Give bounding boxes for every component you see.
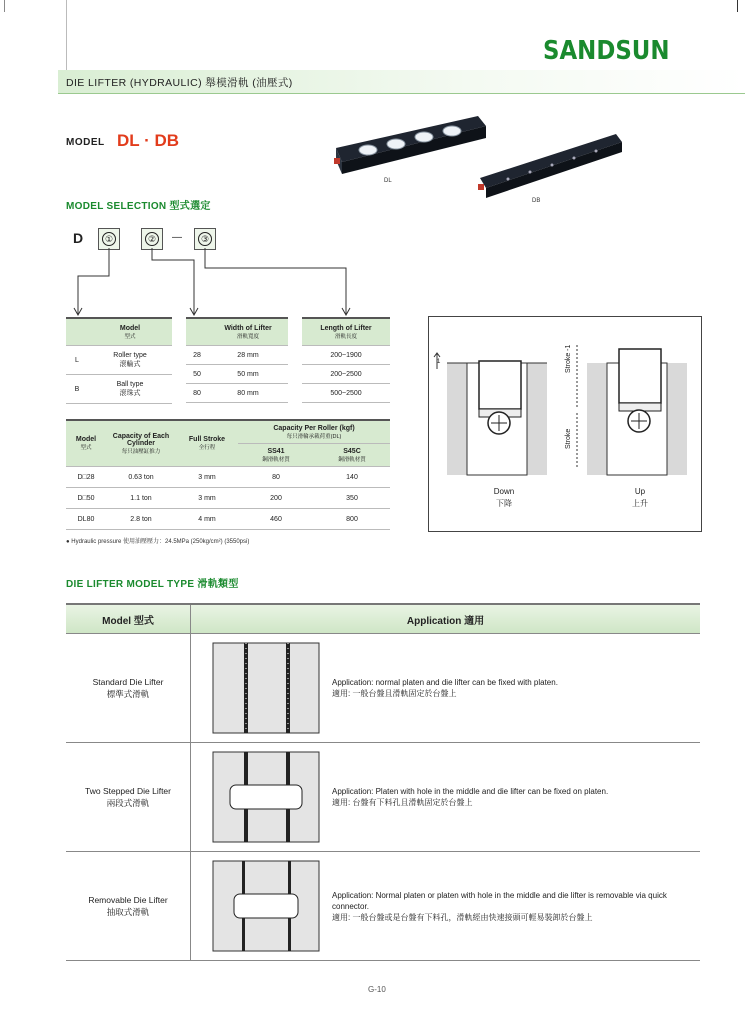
cap-h-model-cn: 型式 bbox=[80, 445, 92, 451]
cap-ss41: 200 bbox=[238, 488, 314, 509]
code-dash: — bbox=[172, 232, 182, 243]
type-code: B bbox=[66, 375, 88, 404]
stroke-label: Stroke bbox=[565, 428, 572, 449]
type-name: Ball type bbox=[116, 380, 144, 388]
cap-h-roller-cn: 每只滑輪承載荷重(DL) bbox=[286, 433, 342, 440]
cap-capacity: 2.8 ton bbox=[106, 509, 176, 530]
width-value: 50 mm bbox=[208, 365, 288, 384]
cap-stroke: 3 mm bbox=[176, 488, 238, 509]
width-code: 50 bbox=[186, 365, 208, 384]
pressure-note: ● Hydraulic pressure 使用油壓壓力：24.5MPa (250kg/cm²) (3550psi) bbox=[66, 539, 250, 545]
application-text-cn: 適用: 一般台盤或是台盤有下料孔，滑軌經由快速接頭可輕易裝卸於台盤上 bbox=[332, 912, 593, 922]
margin-line bbox=[66, 0, 67, 70]
cap-s45c: 350 bbox=[314, 488, 390, 509]
width-table-header: Width of Lifter bbox=[224, 324, 272, 332]
code-box-2 bbox=[141, 228, 163, 250]
cap-s45c: 140 bbox=[314, 467, 390, 488]
model-value: DL · DB bbox=[117, 131, 180, 150]
application-header: Application 適用 bbox=[191, 604, 701, 634]
crop-mark-left bbox=[4, 0, 5, 12]
length-value: 200~1900 bbox=[302, 346, 390, 365]
cap-h-capacity-cn: 每只油壓缸推力 bbox=[121, 448, 161, 455]
cap-h-s45c-cn: 鋼滑軌材質 bbox=[338, 456, 366, 463]
application-text-cn: 適用: 台盤有下料孔且滑軌固定於台盤上 bbox=[332, 798, 473, 807]
type-name-cn: 兩段式滑軌 bbox=[106, 798, 150, 808]
width-value: 80 mm bbox=[208, 384, 288, 403]
cap-ss41: 460 bbox=[238, 509, 314, 530]
cap-stroke: 4 mm bbox=[176, 509, 238, 530]
code-2: ② bbox=[145, 232, 159, 246]
type-table-header: Model bbox=[119, 324, 141, 332]
length-value: 200~2500 bbox=[302, 365, 390, 384]
db-rail-image bbox=[468, 128, 628, 198]
down-label: Down bbox=[493, 487, 515, 496]
removable-lifter-diagram bbox=[212, 860, 320, 952]
width-value: 28 mm bbox=[208, 346, 288, 365]
application-text-cn: 適用: 一般台盤且滑軌固定於台盤上 bbox=[332, 689, 457, 698]
length-value: 500~2500 bbox=[302, 384, 390, 403]
length-table bbox=[302, 317, 390, 403]
cap-stroke: 3 mm bbox=[176, 467, 238, 488]
cap-h-model: Model bbox=[75, 436, 97, 443]
cap-capacity: 1.1 ton bbox=[106, 488, 176, 509]
type-name: Standard Die Lifter bbox=[92, 677, 164, 687]
length-table-header: Length of Lifter bbox=[320, 324, 372, 332]
type-table-header-cn: 型式 bbox=[124, 333, 136, 340]
cap-model: D□28 bbox=[66, 467, 106, 488]
type-name-cn: 滾輪式 bbox=[119, 360, 141, 368]
stroke-1-label: Stroke -1 bbox=[565, 344, 572, 373]
brand-logo: SANDSUN bbox=[543, 36, 670, 66]
model-selection-title: MODEL SELECTION 型式選定 bbox=[66, 201, 211, 212]
page-number: G-10 bbox=[368, 985, 386, 994]
code-box-1 bbox=[98, 228, 120, 250]
type-name: Removable Die Lifter bbox=[88, 895, 168, 905]
type-name: Two Stepped Die Lifter bbox=[85, 786, 171, 796]
page-title: DIE LIFTER (HYDRAULIC) 舉模滑軌 (油壓式) bbox=[66, 77, 293, 89]
cap-h-stroke-cn: 全行程 bbox=[198, 445, 216, 451]
model-type-table bbox=[66, 603, 700, 961]
capacity-table bbox=[66, 419, 390, 530]
cap-h-roller: Capacity Per Roller (kgf) bbox=[273, 424, 355, 432]
cap-h-ss41-cn: 鋼滑軌材質 bbox=[262, 456, 290, 463]
type-name-cn: 標準式滑軌 bbox=[106, 689, 150, 699]
up-label: Up bbox=[634, 487, 646, 496]
up-label-cn: 上升 bbox=[632, 499, 648, 508]
length-table-header-cn: 滑軌長度 bbox=[334, 333, 357, 340]
crop-mark-right bbox=[737, 0, 738, 12]
dl-rail-image bbox=[328, 108, 488, 178]
code-1: ① bbox=[102, 232, 116, 246]
code-prefix: D bbox=[73, 230, 84, 246]
model-type-title: DIE LIFTER MODEL TYPE 滑軌類型 bbox=[66, 579, 239, 590]
db-caption: DB bbox=[532, 198, 541, 204]
cap-ss41: 80 bbox=[238, 467, 314, 488]
cap-h-ss41: SS41 bbox=[267, 447, 285, 455]
standard-lifter-diagram bbox=[212, 642, 320, 734]
dl-caption: DL bbox=[384, 178, 392, 184]
type-code: L bbox=[66, 346, 88, 375]
application-text: Application: Normal platen or platen with hole in the middle and die lifter is removable via quick connector. bbox=[332, 890, 667, 911]
cap-capacity: 0.63 ton bbox=[106, 467, 176, 488]
application-text: Application: Platen with hole in the middle and die lifter can be fixed on platen. bbox=[332, 787, 609, 796]
type-name-cn: 滾珠式 bbox=[119, 389, 141, 397]
width-code: 28 bbox=[186, 346, 208, 365]
width-table bbox=[186, 317, 288, 403]
code-box-3 bbox=[194, 228, 216, 250]
cap-h-stroke: Full Stroke bbox=[188, 436, 226, 443]
model-type-header: Model 型式 bbox=[66, 604, 191, 634]
width-table-header-cn: 滑軌寬度 bbox=[236, 333, 259, 340]
cap-model: D□50 bbox=[66, 488, 106, 509]
width-code: 80 bbox=[186, 384, 208, 403]
down-label-cn: 下降 bbox=[496, 499, 512, 508]
type-name: Roller type bbox=[113, 351, 147, 359]
code-3: ③ bbox=[198, 232, 212, 246]
type-table bbox=[66, 317, 172, 404]
stroke-diagram bbox=[428, 316, 702, 532]
cap-h-s45c: S45C bbox=[343, 447, 361, 455]
small-stroke-label: 1 bbox=[437, 359, 441, 365]
type-name-cn: 抽取式滑軌 bbox=[106, 907, 150, 917]
cap-s45c: 800 bbox=[314, 509, 390, 530]
selection-connectors bbox=[60, 248, 360, 320]
two-stepped-lifter-diagram bbox=[212, 751, 320, 843]
model-label: MODEL bbox=[66, 137, 105, 148]
cap-h-capacity: Capacity of Each Cylinder bbox=[112, 432, 170, 447]
application-text: Application: normal platen and die lifter can be fixed with platen. bbox=[332, 678, 558, 687]
cap-model: DL80 bbox=[66, 509, 106, 530]
